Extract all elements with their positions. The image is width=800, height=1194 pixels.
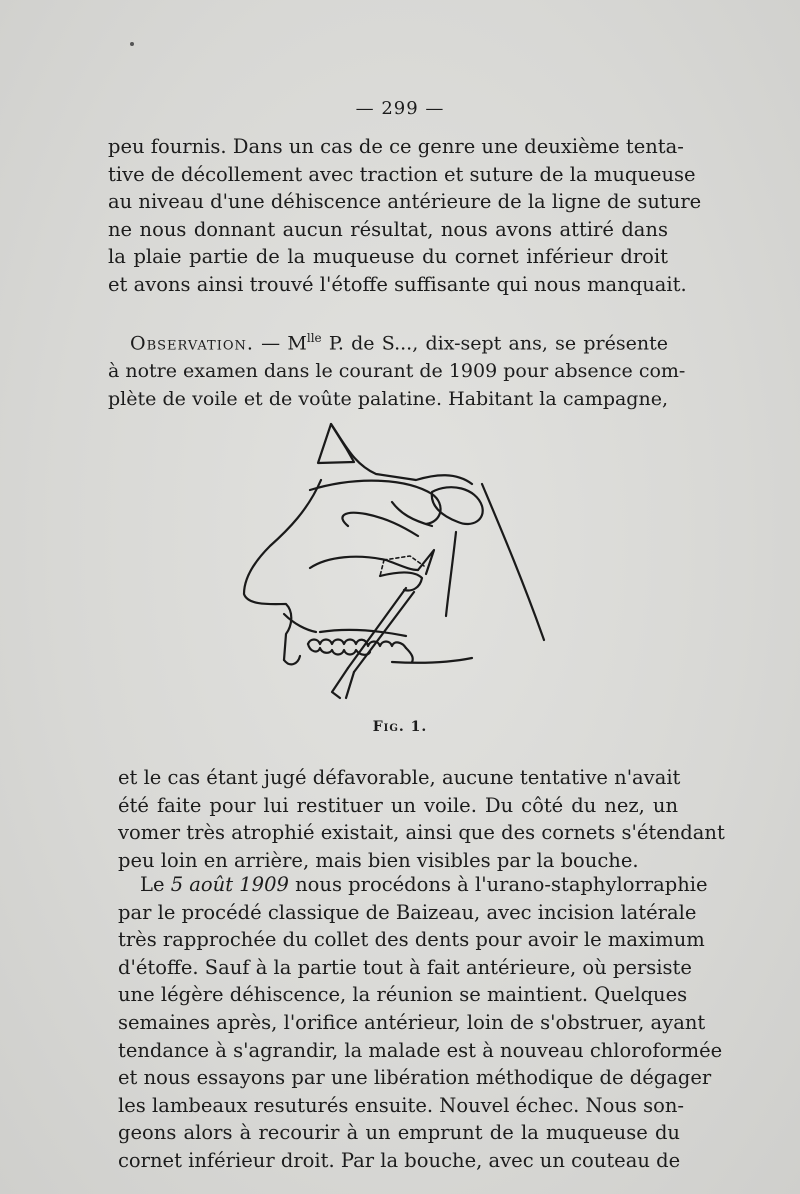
figure-nasal-section — [236, 418, 556, 708]
tongue-line — [392, 658, 472, 663]
page-number: — 299 — — [355, 98, 445, 119]
observation-sup: lle — [306, 331, 322, 345]
figure-caption-text: Fig. 1. — [372, 719, 428, 735]
paragraph-case — [118, 764, 725, 874]
text-line: ne nous donnant aucun résultat, nous avons attiré dans — [108, 217, 668, 241]
text-line: d'étoffe. Sauf à la partie tout à fait antérieure, où persiste — [118, 955, 692, 979]
text-line: et le cas étant jugé défavorable, aucune tentative n'avait — [118, 766, 681, 789]
text-line: à notre examen dans le courant de 1909 pour absence com- — [108, 359, 686, 382]
text-line: tive de décollement avec traction et suture de la muqueuse — [108, 162, 696, 186]
palate-line — [320, 630, 406, 636]
text-line: tendance à s'agrandir, la malade est à nouveau chloroformée — [118, 1038, 723, 1062]
teeth-row — [308, 640, 406, 649]
procedure-prefix: Le — [140, 873, 171, 896]
text-line: plète de voile et de voûte palatine. Habitant la campagne, — [108, 387, 668, 410]
flap-shape — [380, 573, 422, 591]
observation-title: Observation. — [130, 332, 254, 355]
ink-speck — [130, 42, 134, 46]
nasal-cavity-top — [310, 481, 441, 524]
text-line: au niveau d'une déhiscence antérieure de la ligne de suture — [108, 190, 702, 214]
observation-dash: — M — [253, 332, 307, 355]
teeth-lower-edge — [308, 644, 413, 662]
instrument-handle — [332, 668, 354, 698]
instrument-tip — [418, 550, 434, 574]
text-line: la plaie partie de la muqueuse du cornet inférieur droit — [108, 245, 668, 269]
pharynx-wall — [482, 484, 544, 640]
text-line: geons alors à recourir à un emprunt de la muqueuse du — [118, 1121, 680, 1145]
text-line: très rapprochée du collet des dents pour avoir le maximum — [118, 928, 705, 952]
observation-line1-tail: P. de S..., dix-sept ans, se présente — [321, 332, 668, 355]
paragraph-intro — [108, 133, 702, 299]
instrument-shaft-a — [348, 588, 406, 668]
pharynx-inner — [446, 532, 456, 616]
procedure-date: 5 août 1909 — [170, 873, 289, 896]
text-line — [118, 871, 708, 899]
nose-profile — [244, 480, 321, 660]
text-line: semaines après, l'orifice antérieur, loin de s'obstruer, ayant — [118, 1010, 706, 1034]
skull-base-line — [331, 424, 472, 484]
figure-caption — [0, 719, 800, 735]
text-line: et avons ainsi trouvé l'étoffe suffisante qui nous manquait. — [108, 272, 687, 296]
text-line: une légère déhiscence, la réunion se maintient. Quelques — [118, 983, 688, 1007]
text-line — [108, 325, 668, 358]
text-line: peu fournis. Dans un cas de ce genre une deuxième tenta- — [108, 135, 684, 158]
text-line: vomer très atrophié existait, ainsi que des cornets s'étendant — [118, 821, 725, 845]
lower-lip — [284, 656, 300, 664]
paragraph-observation — [108, 325, 686, 413]
paragraph-procedure — [118, 871, 723, 1175]
procedure-suffix: nous procédons à l'urano-staphylorraphie — [288, 873, 708, 896]
text-line: cornet inférieur droit. Par la bouche, avec un couteau de — [118, 1148, 681, 1172]
inferior-turbinate — [310, 557, 418, 570]
text-line: et nous essayons par une libération méthodique de dégager — [118, 1066, 712, 1090]
text-line: par le procédé classique de Baizeau, avec incision latérale — [118, 900, 697, 924]
text-line: été faite pour lui restituer un voile. Du côté du nez, un — [118, 793, 678, 817]
text-line: peu loin en arrière, mais bien visibles par la bouche. — [118, 848, 639, 872]
upper-turbinate — [392, 502, 432, 526]
text-line: les lambeaux resuturés ensuite. Nouvel échec. Nous son- — [118, 1093, 684, 1117]
